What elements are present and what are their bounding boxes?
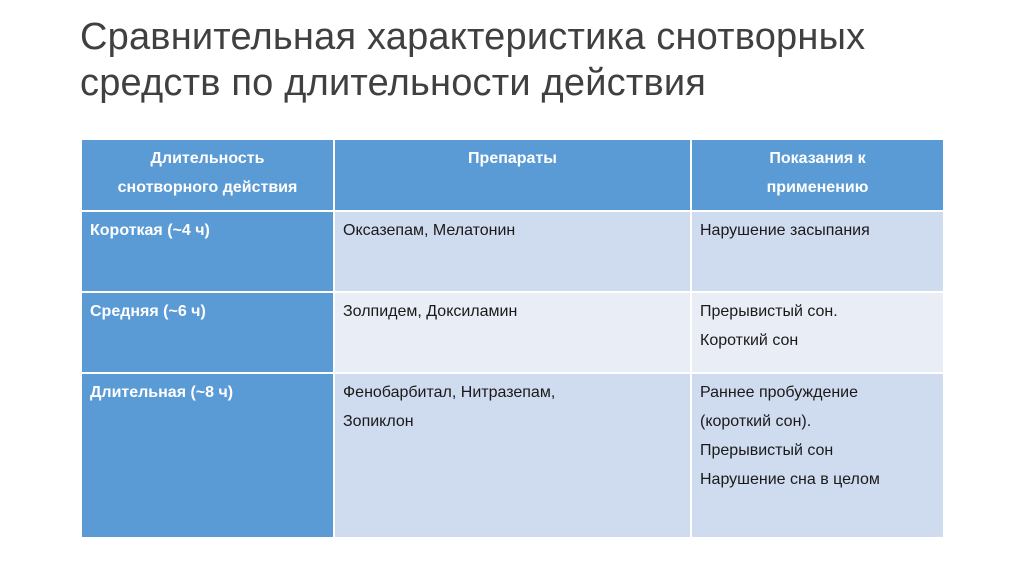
row-drugs — [334, 373, 691, 538]
header-indications-line-2: применению — [766, 179, 869, 196]
row-drugs — [334, 211, 691, 292]
header-duration-line-1: Длительность — [150, 150, 265, 167]
row-indications-line: Нарушение засыпания — [700, 222, 870, 239]
row-indications — [691, 373, 944, 538]
table-row — [81, 292, 944, 373]
row-indications-line: Прерывистый сон. — [700, 303, 838, 320]
table-header-row — [81, 139, 944, 211]
table-row — [81, 211, 944, 292]
row-indications — [691, 292, 944, 373]
slide-title-line-1: Сравнительная характеристика снотворных — [80, 16, 866, 58]
header-drugs-line-1: Препараты — [468, 150, 557, 167]
row-drugs-line: Золпидем, Доксиламин — [343, 303, 518, 320]
row-indications-line: Нарушение сна в целом — [700, 471, 880, 488]
header-indications — [691, 139, 944, 211]
row-indications-line: (короткий сон). — [700, 413, 812, 430]
row-drugs-line: Фенобарбитал, Нитразепам, — [343, 384, 556, 401]
slide-title-line-2: средств по длительности действия — [80, 62, 707, 104]
row-drugs — [334, 292, 691, 373]
row-indications-line: Раннее пробуждение — [700, 384, 859, 401]
header-indications-line-1: Показания к — [769, 150, 866, 167]
slide-title — [80, 14, 980, 106]
row-duration: Длительная (~8 ч) — [81, 373, 334, 538]
row-duration: Средняя (~6 ч) — [81, 292, 334, 373]
row-drugs-line: Оксазепам, Мелатонин — [343, 222, 516, 239]
row-indications — [691, 211, 944, 292]
row-drugs-line: Зопиклон — [343, 413, 414, 430]
comparison-table — [80, 138, 945, 539]
row-duration: Короткая (~4 ч) — [81, 211, 334, 292]
row-indications-line: Короткий сон — [700, 332, 799, 349]
header-duration-line-2: снотворного действия — [117, 179, 298, 196]
header-drugs — [334, 139, 691, 211]
row-indications-line: Прерывистый сон — [700, 442, 834, 459]
table-row — [81, 373, 944, 538]
header-duration — [81, 139, 334, 211]
